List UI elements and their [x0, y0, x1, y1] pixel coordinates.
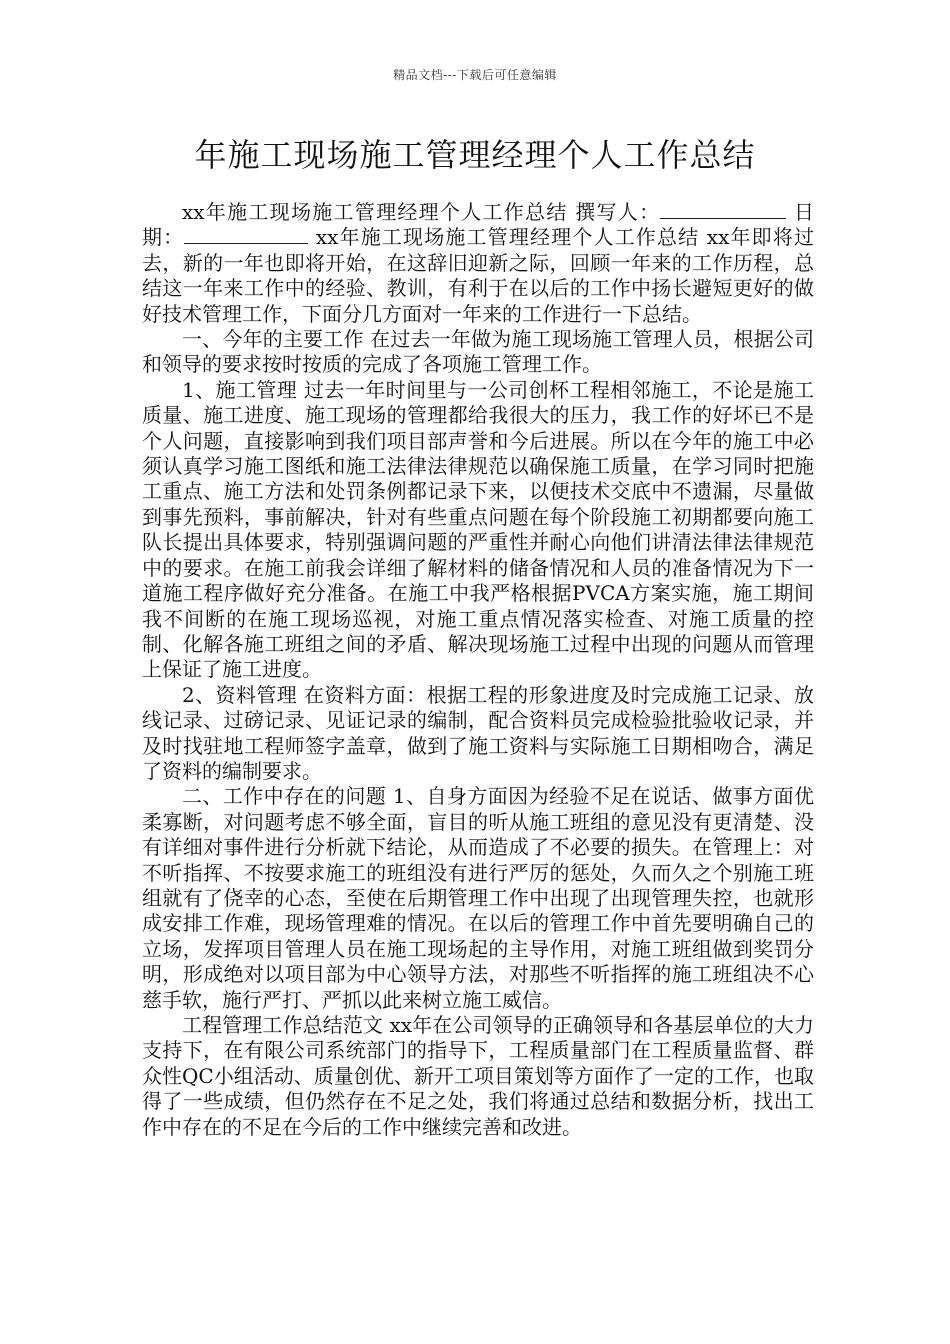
paragraph-summary-sample: 工程管理工作总结范文 xx年在公司领导的正确领导和各基层单位的大力支持下，在有限公司系统部门的指导下，工程质量部门在工程质量监督、群众性QC小组活动、质量创优、新开工项目策划等方面作了一定的工作，也取得了一些成绩，但仍然存在不足之处，我们将通过总结和数据分析，找出工作中存在的不足在今后的工作中继续完善和改进。	[142, 1013, 814, 1139]
paragraph-document-management: 2、资料管理 在资料方面：根据工程的形象进度及时完成施工记录、放线记录、过磅记录、见证记录的编制，配合资料员完成检验批验收记录，并及时找驻地工程师签字盖章，做到了施工资料与实际施工日期相吻合，满足了资料的编制要求。	[142, 682, 814, 783]
document-body	[142, 200, 814, 1140]
paragraph-construction-management: 1、施工管理 过去一年时间里与一公司创杯工程相邻施工，不论是施工质量、施工进度、施工现场的管理都给我很大的压力，我工作的好坏已不是个人问题，直接影响到我们项目部声誉和今后进展。所以在今年的施工中必须认真学习施工图纸和施工法律法律规范以确保施工质量，在学习同时把施工重点、施工方法和处罚条例都记录下来，以便技术交底中不遗漏，尽量做到事先预料，事前解决，针对有些重点问题在每个阶段施工初期都要向施工队长提出具体要求，特别强调问题的严重性并耐心向他们讲清法律法律规范中的要求。在施工前我会详细了解材料的储备情况和人员的准备情况为下一道施工程序做好充分准备。在施工中我严格根据PVCA方案实施，施工期间我不间断的在施工现场巡视，对施工重点情况落实检查、对施工质量的控制、化解各施工班组之间的矛盾、解决现场施工过程中出现的问题从而管理上保证了施工进度。	[142, 377, 814, 682]
paragraph-problems: 二、工作中存在的问题 1、自身方面因为经验不足在说话、做事方面优柔寡断，对问题考虑不够全面，盲目的听从施工班组的意见没有更清楚、没有详细对事件进行分析就下结论，从而造成了不必要的损失。在管理上：对不听指挥、不按要求施工的班组没有进行严厉的惩处，久而久之个别施工班组就有了侥幸的心态，至使在后期管理工作中出现了出现管理失控，也就形成安排工作难，现场管理难的情况。在以后的管理工作中首先要明确自己的立场，发挥项目管理人员在施工现场起的主导作用，对施工班组做到奖罚分明，形成绝对以项目部为中心领导方法，对那些不听指挥的施工班组决不心慈手软，施行严打、严抓以此来树立施工威信。	[142, 784, 814, 1012]
paragraph-main-work: 一、今年的主要工作 在过去一年做为施工现场施工管理人员，根据公司和领导的要求按时按质的完成了各项施工管理工作。	[142, 327, 814, 377]
date-blank[interactable]	[184, 225, 308, 244]
page-header: 精品文档---下载后可任意编辑	[393, 68, 557, 82]
author-blank-continued[interactable]	[740, 200, 786, 219]
intro-text: xx年施工现场施工管理经理个人工作总结 xx年即将过去，新的一年也即将开始，在这辞旧迎新之际，回顾一年来的工作历程，总结这一年来工作中的经验、教训，有利于在以后的工作中扬长避短更好的做好技术管理工作，下面分几方面对一年来的工作进行一下总结。	[142, 225, 814, 326]
document-title: 年施工现场施工管理经理个人工作总结	[194, 136, 756, 174]
intro-author-label: xx年施工现场施工管理经理个人工作总结 撰写人：	[182, 200, 661, 224]
intro-paragraph	[142, 200, 814, 327]
author-blank[interactable]	[660, 200, 740, 219]
intro-date-label: 日 期：	[142, 200, 814, 250]
